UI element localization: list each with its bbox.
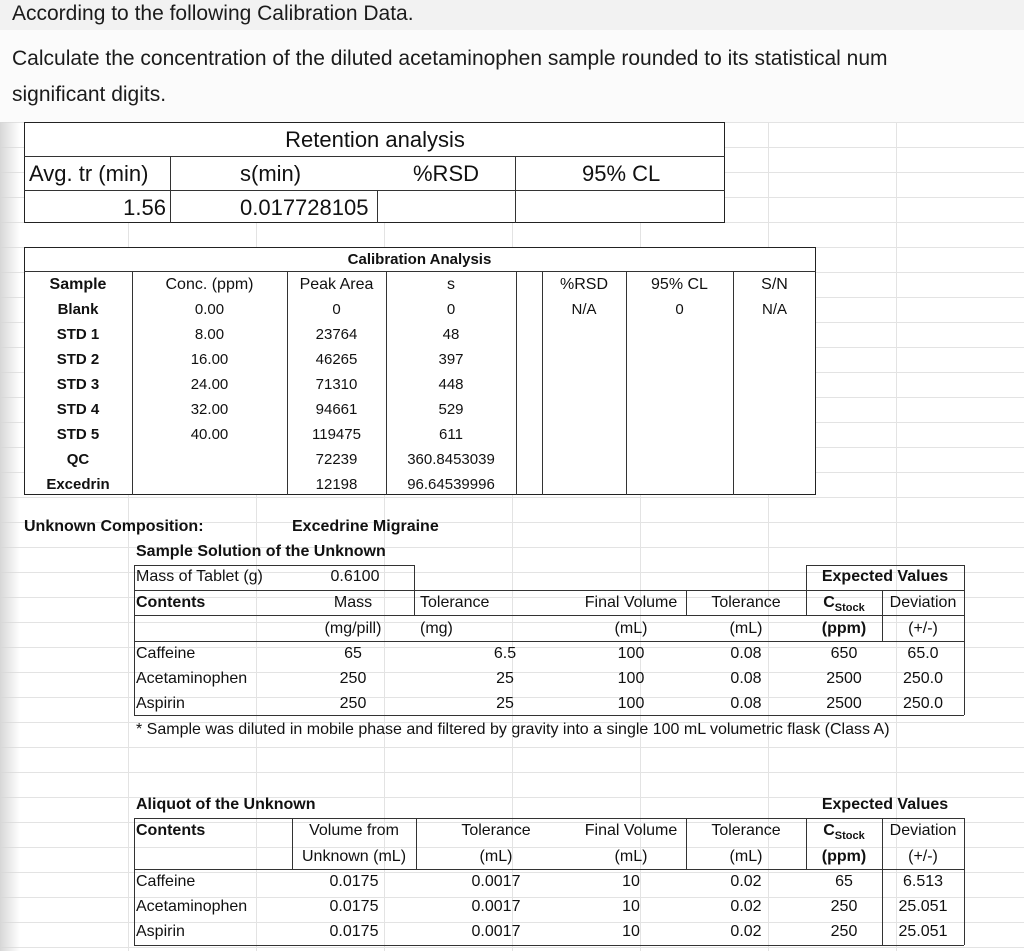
solution-row-name: Aspirin (136, 695, 185, 712)
value-s-min: 0.017728105 (240, 195, 369, 220)
header-95cl: 95% CL (582, 161, 661, 186)
solution-cell: 25 (496, 670, 514, 687)
aliquot-header-6: Deviation (889, 822, 957, 839)
solution-cell: 0.08 (730, 670, 762, 687)
solution-subheader-6: (+/-) (908, 620, 938, 637)
solution-header-6: Deviation (889, 594, 957, 611)
cal-cell: 16.00 (190, 351, 229, 368)
cal-row-sample: Blank (57, 301, 99, 318)
aliquot-row-name: Aspirin (136, 923, 185, 940)
cal-cell: 8.00 (194, 326, 225, 343)
solution-cell: 250.0 (902, 695, 944, 712)
solution-header-c: C (823, 594, 835, 611)
cal-row-sample: QC (66, 451, 90, 468)
question-line-3: significant digits. (12, 83, 167, 106)
cal-cell: 611 (439, 426, 463, 443)
cal-header-rsd: %RSD (559, 276, 608, 293)
solution-title: Sample Solution of the Unknown (136, 543, 386, 560)
question-line-1: According to the following Calibration Data. (12, 2, 414, 25)
aliquot-subheader-6: (+/-) (908, 848, 938, 865)
solution-header-1: Mass (333, 594, 373, 611)
aliquot-cell: 0.0175 (329, 923, 379, 940)
cal-row-sample: STD 5 (56, 426, 100, 443)
cal-cell: 46265 (315, 351, 358, 368)
aliquot-cell: 65 (835, 873, 853, 890)
cal-row-sample: STD 2 (56, 351, 100, 368)
cal-cell: N/A (761, 301, 787, 318)
aliquot-header-3: Final Volume (584, 822, 678, 839)
cal-header-s: s (447, 276, 455, 293)
cal-row-sample: STD 1 (56, 326, 100, 343)
aliquot-title: Aliquot of the Unknown (136, 796, 316, 813)
cal-cell: 360.8453039 (407, 451, 495, 468)
cal-cell: N/A (571, 301, 597, 318)
cal-cell: 71310 (315, 376, 358, 393)
solution-subheader-3: (mL) (614, 620, 648, 637)
solution-cell: 250 (339, 695, 367, 712)
cal-cell: 94661 (315, 401, 358, 418)
aliquot-cell: 0.02 (730, 923, 762, 940)
solution-cell: 65 (344, 645, 362, 662)
solution-header-0: Contents (136, 594, 206, 611)
aliquot-cell: 250 (830, 898, 858, 915)
value-avg-tr: 1.56 (123, 195, 166, 220)
aliquot-subheader-3: (mL) (614, 848, 648, 865)
cal-cell: 397 (438, 351, 464, 368)
cal-cell: 40.00 (190, 426, 229, 443)
aliquot-cell: 0.0017 (471, 873, 521, 890)
solution-cell: 650 (830, 645, 858, 662)
solution-cell: 65.0 (907, 645, 939, 662)
header-s-min: s(min) (240, 161, 302, 186)
cal-cell: 48 (442, 326, 460, 343)
solution-row-name: Acetaminophen (136, 670, 248, 687)
solution-cell: 0.08 (730, 645, 762, 662)
aliquot-subheader-4: (mL) (729, 848, 763, 865)
aliquot-header-c-sub: Stock (834, 830, 865, 843)
aliquot-header-c: C (823, 822, 835, 839)
solution-cell: 2500 (826, 695, 862, 712)
aliquot-subheader-2: (mL) (479, 848, 513, 865)
solution-subheader-2: (mg) (420, 620, 453, 637)
cal-cell: 448 (438, 376, 464, 393)
solution-subheader-4: (mL) (729, 620, 763, 637)
solution-note: * Sample was diluted in mobile phase and filtered by gravity into a single 100 mL volumetric flask (Class A) (136, 721, 890, 738)
aliquot-expected-title: Expected Values (821, 796, 949, 813)
cal-cell: 529 (438, 401, 464, 418)
solution-header-c-sub: Stock (834, 602, 865, 615)
cal-row-sample: STD 3 (56, 376, 100, 393)
calibration-title: Calibration Analysis (347, 251, 492, 268)
solution-header-2: Tolerance (420, 594, 490, 611)
solution-cell: 250.0 (902, 670, 944, 687)
cal-header-sample: Sample (49, 276, 107, 293)
aliquot-cell: 250 (830, 923, 858, 940)
aliquot-header-1: Volume from (309, 822, 399, 839)
cal-row-sample: STD 4 (56, 401, 100, 418)
cal-header-sn: S/N (761, 276, 788, 293)
solution-cell: 0.08 (730, 695, 762, 712)
header-rsd: %RSD (413, 161, 480, 186)
cal-cell: 0 (332, 301, 341, 318)
aliquot-cell: 0.02 (730, 873, 762, 890)
aliquot-subheader-1: Unknown (mL) (301, 848, 407, 865)
cal-cell: 72239 (315, 451, 358, 468)
aliquot-header-0: Contents (136, 822, 206, 839)
cal-row-sample: Excedrin (46, 476, 110, 493)
mass-of-tablet-value: 0.6100 (330, 568, 380, 585)
cal-cell: 119475 (312, 426, 361, 443)
solution-row-name: Caffeine (136, 645, 196, 662)
cal-header-peak-area: Peak Area (299, 276, 374, 293)
solution-header-c-stock (806, 594, 882, 614)
aliquot-cell: 0.0175 (329, 898, 379, 915)
image-edge-shadow (0, 122, 20, 951)
solution-cell: 250 (339, 670, 367, 687)
cal-cell: 32.00 (190, 401, 229, 418)
solution-cell: 2500 (826, 670, 862, 687)
aliquot-row-name: Acetaminophen (136, 898, 248, 915)
aliquot-cell: 0.0017 (471, 923, 521, 940)
aliquot-cell: 25.051 (898, 898, 948, 915)
solution-header-4: Tolerance (711, 594, 781, 611)
solution-subheader-5: (ppm) (821, 620, 867, 637)
cal-cell: 12198 (315, 476, 358, 493)
aliquot-cell: 0.0175 (329, 873, 379, 890)
solution-cell: 100 (617, 695, 645, 712)
solution-cell: 100 (617, 670, 645, 687)
cal-cell: 24.00 (190, 376, 229, 393)
aliquot-cell: 10 (622, 923, 640, 940)
retention-title: Retention analysis (285, 127, 465, 152)
cal-cell: 0 (446, 301, 456, 318)
aliquot-header-2: Tolerance (461, 822, 531, 839)
aliquot-row-name: Caffeine (136, 873, 196, 890)
aliquot-subheader-5: (ppm) (821, 848, 867, 865)
aliquot-header-c-stock (806, 822, 882, 842)
aliquot-cell: 10 (622, 898, 640, 915)
mass-of-tablet-label: Mass of Tablet (g) (136, 568, 263, 585)
cal-cell: 96.64539996 (407, 476, 495, 493)
aliquot-header-4: Tolerance (711, 822, 781, 839)
cal-cell: 23764 (315, 326, 358, 343)
aliquot-cell: 10 (622, 873, 640, 890)
cal-header-conc: Conc. (ppm) (165, 276, 254, 293)
solution-cell: 100 (617, 645, 645, 662)
solution-header-3: Final Volume (584, 594, 678, 611)
solution-cell: 25 (496, 695, 514, 712)
aliquot-cell: 0.0017 (471, 898, 521, 915)
solution-cell: 6.5 (493, 645, 517, 662)
aliquot-cell: 6.513 (902, 873, 944, 890)
cal-cell: 0.00 (194, 301, 225, 318)
unknown-composition-value: Excedrine Migraine (292, 518, 439, 535)
question-line-2: Calculate the concentration of the diluted acetaminophen sample rounded to its statistical num (12, 47, 888, 70)
cal-header-95cl: 95% CL (651, 276, 708, 293)
header-avg-tr: Avg. tr (min) (29, 161, 149, 186)
aliquot-cell: 25.051 (898, 923, 948, 940)
unknown-composition-label: Unknown Composition: (24, 518, 204, 535)
solution-expected-title: Expected Values (821, 568, 949, 585)
cal-cell: 0 (675, 301, 684, 318)
aliquot-cell: 0.02 (730, 898, 762, 915)
solution-subheader-1: (mg/pill) (324, 620, 382, 637)
